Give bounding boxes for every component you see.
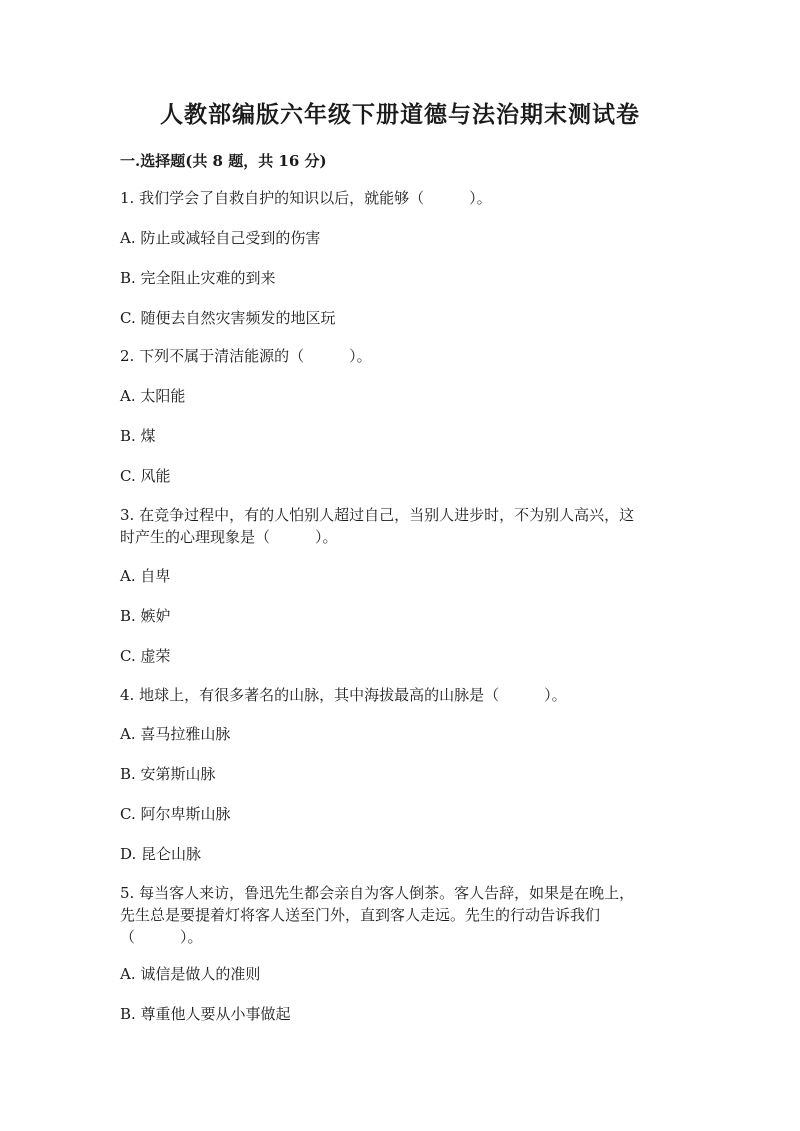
question-3-stem-line-1: 3. 在竞争过程中，有的人怕别人超过自己，当别人进步时，不为别人高兴，这 [120,506,635,524]
question-5-stem-line-3: （ ）。 [120,928,203,946]
question-4-stem: 4. 地球上，有很多著名的山脉，其中海拔最高的山脉是（ ）。 [120,686,567,704]
question-4-option-d: D. 昆仑山脉 [120,845,202,863]
page-title: 人教部编版六年级下册道德与法治期末测试卷 [160,101,640,128]
question-2-stem: 2. 下列不属于清洁能源的（ ）。 [120,347,372,365]
question-3-option-a: A. 自卑 [120,567,171,585]
question-3-stem-line-2: 时产生的心理现象是（ ）。 [120,528,338,546]
question-1-option-b: B. 完全阻止灾难的到来 [120,269,276,287]
question-2-option-c: C. 风能 [120,467,171,485]
question-3-option-c: C. 虚荣 [120,647,171,665]
question-1-option-a: A. 防止或减轻自己受到的伤害 [120,229,321,247]
question-5-option-b: B. 尊重他人要从小事做起 [120,1005,291,1023]
question-1-stem: 1. 我们学会了自救自护的知识以后，就能够（ ）。 [120,189,492,207]
question-1-option-c: C. 随便去自然灾害频发的地区玩 [120,309,336,327]
question-4-option-c: C. 阿尔卑斯山脉 [120,805,231,823]
question-2-option-b: B. 煤 [120,427,156,445]
question-4-option-b: B. 安第斯山脉 [120,765,216,783]
question-2-option-a: A. 太阳能 [120,387,186,405]
question-5-stem-line-2: 先生总是要提着灯将客人送至门外，直到客人走远。先生的行动告诉我们 [120,906,601,924]
question-3-option-b: B. 嫉妒 [120,607,171,625]
question-5-stem-line-1: 5. 每当客人来访，鲁迅先生都会亲自为客人倒茶。客人告辞，如果是在晚上， [120,884,635,902]
question-4-option-a: A. 喜马拉雅山脉 [120,725,231,743]
section-heading: 一.选择题(共 8 题，共 16 分) [120,152,327,170]
question-5-option-a: A. 诚信是做人的准则 [120,965,261,983]
